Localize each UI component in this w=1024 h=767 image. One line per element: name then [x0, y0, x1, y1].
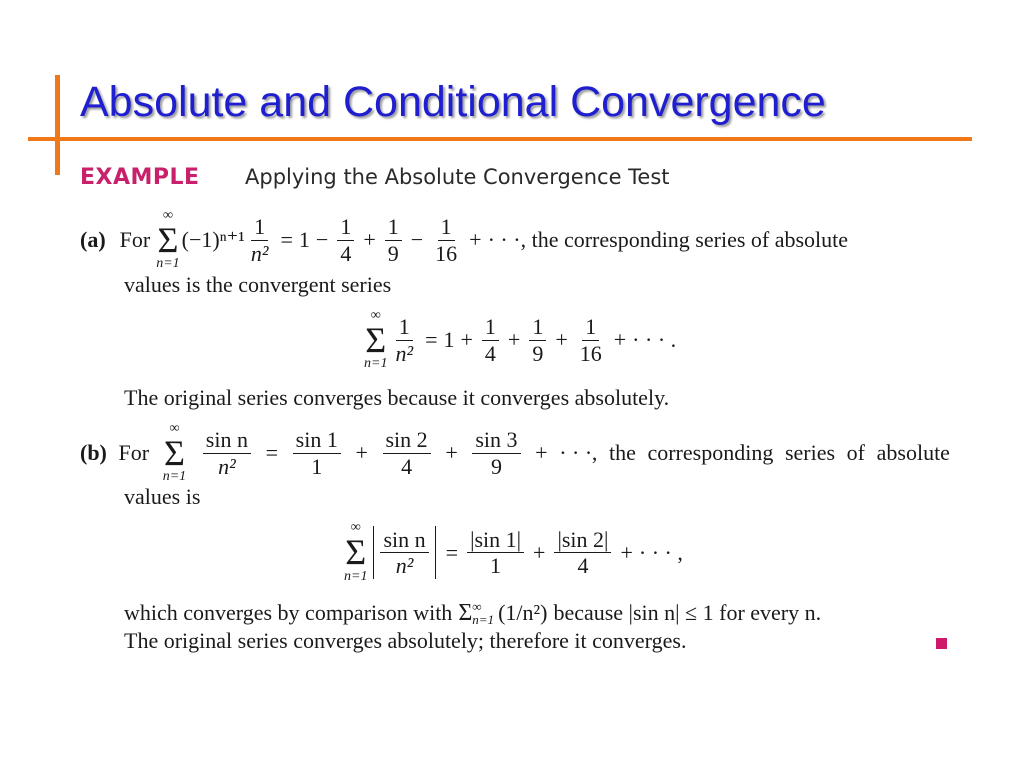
- part-a-line1: (a) For ∞ Σ n=1 (−1)ⁿ⁺¹ $\frac{1}{\text{n²}}$ = 1 − $\frac{1}{4}$ + $\frac{1}{9}$ − $\frac{1}{16}$ + · · · , the corresponding series of absolute: [80, 207, 849, 272]
- part-a-term: $\frac{1}{\text{n²}}$: [250, 214, 269, 266]
- part-a-label: (a): [80, 227, 106, 252]
- part-a-series: ∞ Σ n=1 $\frac{1}{\text{n²}}$ = 1 + $\frac{1}{4}$ + $\frac{1}{9}$ + $\frac{1}{16}$ + · · · .: [364, 307, 677, 372]
- part-b-line1: (b) For ∞ Σ n=1 $\frac{\text{sin n}}{\text{n²}}$ = $\frac{\sin 1}{1}$ + $\frac{\sin 2}{4}$ + $\frac{\sin 3}{9}$ + · · · , the corresponding series of absolute: [80, 420, 950, 485]
- part-b-comparison: which converges by comparison with Σ ∞ n=1 (1/n²) because |sin n| ≤ 1 for every n.: [124, 599, 822, 627]
- accent-vertical-line: [55, 75, 60, 175]
- part-a-trailing: , the corresponding series of absolute: [520, 227, 849, 252]
- part-a-for: For: [119, 227, 151, 252]
- part-b-line2: values is: [124, 484, 201, 509]
- part-a-line2: values is the convergent series: [124, 272, 392, 297]
- part-b-series: ∞ Σ n=1 $\frac{\text{sin n}}{\text{n²}}$ = $\frac{|\sin 1|}{1}$ + $\frac{|\sin 2|}{4}$ + · · · ,: [344, 520, 683, 584]
- end-of-example-square: [936, 638, 947, 649]
- slide-title: Absolute and Conditional Convergence: [80, 78, 826, 126]
- part-b-conclusion: The original series converges absolutely; therefore it converges.: [124, 628, 687, 653]
- example-label: EXAMPLE: [80, 165, 200, 190]
- part-a-term-prefix: (−1)ⁿ⁺¹: [181, 227, 245, 252]
- part-a-sum: ∞ Σ n=1: [156, 207, 180, 272]
- example-heading: Applying the Absolute Convergence Test: [245, 165, 670, 189]
- accent-horizontal-line: [28, 137, 972, 141]
- part-a-conclusion: The original series converges because it converges absolutely.: [124, 385, 670, 410]
